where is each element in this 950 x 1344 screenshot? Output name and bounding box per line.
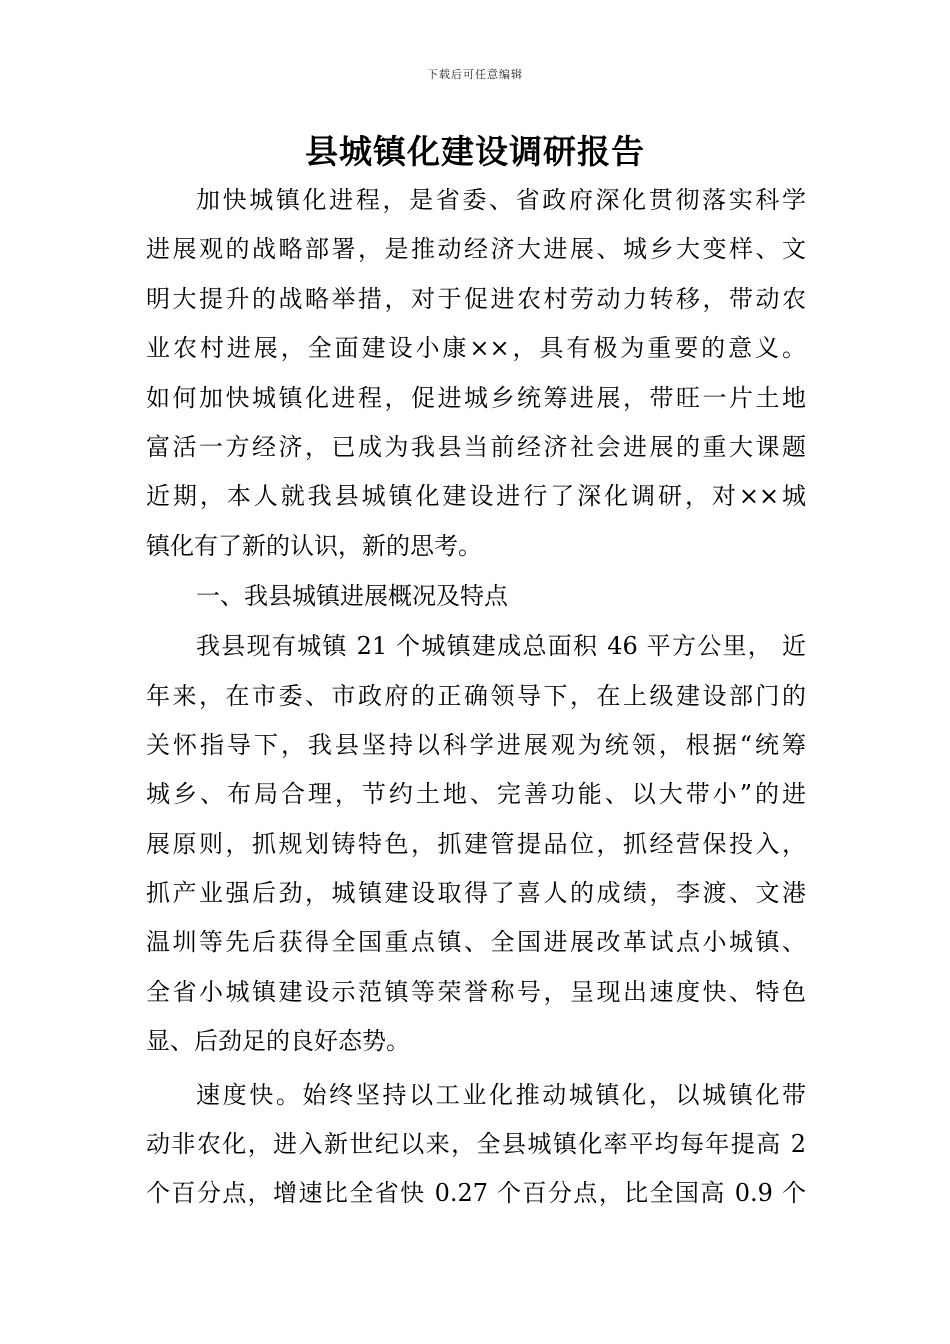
document-title: 县城镇化建设调研报告 — [305, 132, 645, 171]
paragraph-speed — [146, 1071, 806, 1219]
text-line: 年来，在市委、市政府的正确领导下，在上级建设部门的 — [146, 681, 806, 710]
text-line: 显、后劲足的良好态势。 — [146, 1027, 410, 1056]
text-line: 全省小城镇建设示范镇等荣誉称号，呈现出速度快、特色 — [146, 977, 806, 1006]
text-line: 个百分点，增速比全省快 0.27 个百分点，比全国高 0.9 个 — [146, 1179, 806, 1208]
section-heading: 一、我县城镇进展概况及特点 — [196, 582, 508, 611]
text-line: 近期，本人就我县城镇化建设进行了深化调研，对××城 — [146, 482, 806, 511]
text-line: 富活一方经济，已成为我县当前经济社会进展的重大课题 — [146, 432, 806, 461]
paragraph-intro — [146, 176, 806, 571]
text-line: 业农村进展，全面建设小康××，具有极为重要的意义。 — [146, 334, 806, 363]
text-line: 关怀指导下，我县坚持以科学进展观为统领，根据“统筹 — [146, 730, 806, 759]
page-header-note: 下载后可任意编辑 — [427, 68, 523, 81]
text-line: 动非农化，进入新世纪以来，全县城镇化率平均每年提高 2 — [146, 1130, 806, 1159]
text-line: 明大提升的战略举措，对于促进农村劳动力转移，带动农 — [146, 284, 806, 313]
document-body — [146, 176, 806, 1219]
text-line: 进展观的战略部署，是推动经济大进展、城乡大变样、文 — [146, 235, 806, 264]
text-line: 城乡、布局合理，节约土地、完善功能、以大带小”的进 — [146, 780, 806, 809]
text-line: 速度快。始终坚持以工业化推动城镇化，以城镇化带 — [196, 1080, 806, 1109]
text-line: 加快城镇化进程，是省委、省政府深化贯彻落实科学 — [196, 186, 806, 214]
text-line: 我县现有城镇 21 个城镇建成总面积 46 平方公里， 近 — [196, 632, 806, 661]
paragraph-overview — [146, 622, 806, 1067]
text-line: 展原则，抓规划铸特色，抓建管提品位，抓经营保投入， — [146, 829, 806, 858]
text-line: 温圳等先后获得全国重点镇、全国进展改革试点小城镇、 — [146, 928, 806, 957]
text-line: 抓产业强后劲，城镇建设取得了喜人的成绩，李渡、文港 — [146, 879, 806, 908]
text-line: 如何加快城镇化进程，促进城乡统筹进展，带旺一片土地 — [146, 383, 806, 412]
text-line: 镇化有了新的认识，新的思考。 — [146, 531, 482, 560]
